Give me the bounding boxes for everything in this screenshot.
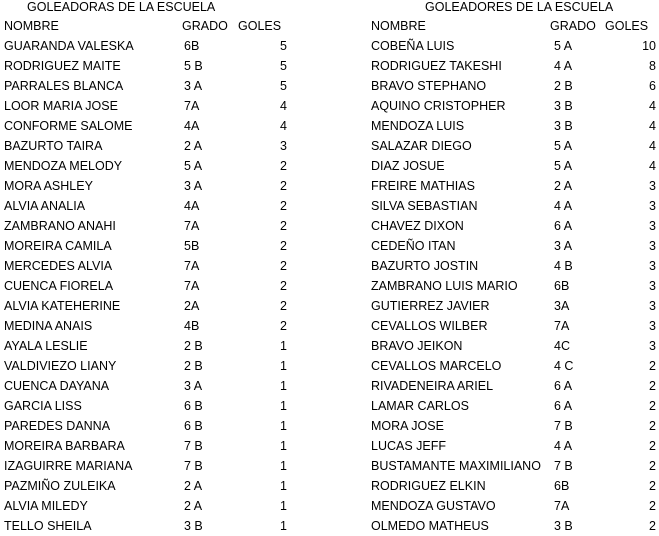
player-grade: 2 B [184,339,203,353]
player-goals: 2 [280,259,287,273]
player-name: RODRIGUEZ TAKESHI [371,59,502,73]
player-goals: 3 [649,299,656,313]
table-row [0,76,300,96]
table-row [368,356,659,376]
player-name: MEDINA ANAIS [4,319,93,333]
player-goals: 3 [649,239,656,253]
player-name: BRAVO JEIKON [371,339,463,353]
table-row [0,136,300,156]
goleadoras-header-name: NOMBRE [4,19,59,33]
player-goals: 1 [280,399,287,413]
player-goals: 2 [649,479,656,493]
table-row [0,436,300,456]
table-row [0,516,300,536]
player-grade: 4A [184,119,200,133]
player-grade: 2 B [184,359,203,373]
table-row [368,516,659,536]
player-grade: 5 A [554,39,573,53]
player-name: RIVADENEIRA ARIEL [371,379,494,393]
player-name: PARRALES BLANCA [4,79,124,93]
player-grade: 4 C [554,359,574,373]
player-grade: 4C [554,339,570,353]
table-row [368,256,659,276]
player-goals: 2 [280,179,287,193]
table-row [0,56,300,76]
player-name: ALVIA MILEDY [4,499,88,513]
table-row [0,396,300,416]
player-name: AYALA LESLIE [4,339,88,353]
table-row [0,236,300,256]
player-name: MOREIRA BARBARA [4,439,125,453]
player-goals: 4 [649,139,656,153]
player-goals: 2 [280,319,287,333]
player-grade: 3 B [554,99,573,113]
player-goals: 1 [280,459,287,473]
table-row [0,356,300,376]
table-row [0,176,300,196]
player-name: CEDEÑO ITAN [371,239,456,253]
player-name: CONFORME SALOME [4,119,133,133]
table-row [368,396,659,416]
table-row [368,456,659,476]
player-goals: 2 [649,379,656,393]
player-name: BAZURTO JOSTIN [371,259,479,273]
player-goals: 4 [649,119,656,133]
player-grade: 7A [554,499,570,513]
table-row [0,276,300,296]
player-name: GARCIA LISS [4,399,82,413]
table-row [368,296,659,316]
table-row [368,136,659,156]
player-name: TELLO SHEILA [4,519,92,533]
player-grade: 2 A [184,139,203,153]
player-grade: 6B [184,39,200,53]
player-name: LUCAS JEFF [371,439,447,453]
player-grade: 4 A [554,59,573,73]
player-goals: 3 [649,339,656,353]
table-row [0,156,300,176]
player-name: CHAVEZ DIXON [371,219,464,233]
player-goals: 4 [649,159,656,173]
table-row [0,196,300,216]
table-row [0,336,300,356]
player-name: CEVALLOS MARCELO [371,359,502,373]
player-goals: 5 [280,79,287,93]
goleadores-header-grade: GRADO [550,19,596,33]
player-name: DIAZ JOSUE [371,159,445,173]
player-goals: 1 [280,519,287,533]
player-name: ALVIA ANALIA [4,199,86,213]
player-name: ALVIA KATEHERINE [4,299,121,313]
player-goals: 3 [649,259,656,273]
player-name: PAREDES DANNA [4,419,111,433]
table-row [368,336,659,356]
player-name: CUENCA FIORELA [4,279,114,293]
table-row [0,416,300,436]
table-row [0,496,300,516]
player-goals: 3 [649,179,656,193]
player-grade: 6B [554,479,570,493]
player-name: BUSTAMANTE MAXIMILIANO [371,459,541,473]
player-goals: 5 [280,59,287,73]
player-grade: 3 A [554,239,573,253]
player-grade: 7 B [554,419,573,433]
player-grade: 5 A [554,139,573,153]
player-goals: 4 [280,99,287,113]
player-grade: 3 A [184,179,203,193]
player-goals: 3 [649,199,656,213]
table-row [0,476,300,496]
goleadoras-header-grade: GRADO [182,19,228,33]
player-goals: 3 [649,219,656,233]
player-grade: 2 A [554,179,573,193]
player-goals: 4 [280,119,287,133]
player-goals: 2 [649,519,656,533]
player-grade: 7 B [554,459,573,473]
player-grade: 7 B [184,439,203,453]
player-goals: 3 [649,319,656,333]
table-row [0,256,300,276]
player-goals: 2 [649,459,656,473]
player-grade: 6 A [554,379,573,393]
table-row [368,176,659,196]
player-goals: 1 [280,419,287,433]
player-grade: 5 A [184,159,203,173]
player-name: RODRIGUEZ ELKIN [371,479,486,493]
player-goals: 1 [280,379,287,393]
player-name: MENDOZA GUSTAVO [371,499,496,513]
player-name: MENDOZA MELODY [4,159,123,173]
player-name: SALAZAR DIEGO [371,139,472,153]
player-grade: 7A [184,99,200,113]
player-goals: 1 [280,439,287,453]
player-name: MORA JOSE [371,419,444,433]
goleadoras-title: GOLEADORAS DE LA ESCUELA [27,0,216,14]
player-grade: 4 B [554,259,573,273]
player-grade: 7A [184,259,200,273]
player-goals: 3 [649,279,656,293]
player-name: PAZMIÑO ZULEIKA [4,479,116,493]
player-goals: 3 [280,139,287,153]
player-name: BRAVO STEPHANO [371,79,487,93]
player-grade: 7A [554,319,570,333]
player-goals: 1 [280,359,287,373]
player-grade: 3 B [554,119,573,133]
player-name: GUARANDA VALESKA [4,39,134,53]
goleadores-title: GOLEADORES DE LA ESCUELA [425,0,614,14]
table-row [0,96,300,116]
player-name: ZAMBRANO LUIS MARIO [371,279,518,293]
table-row [0,116,300,136]
table-row [368,276,659,296]
player-goals: 6 [649,79,656,93]
player-goals: 8 [649,59,656,73]
player-grade: 6 A [554,399,573,413]
table-row [368,476,659,496]
player-name: IZAGUIRRE MARIANA [4,459,133,473]
player-goals: 4 [649,99,656,113]
player-goals: 2 [280,159,287,173]
player-goals: 2 [649,399,656,413]
player-name: CEVALLOS WILBER [371,319,488,333]
table-row [368,36,659,56]
player-name: AQUINO CRISTOPHER [371,99,506,113]
player-grade: 5 A [554,159,573,173]
table-row [368,196,659,216]
player-name: SILVA SEBASTIAN [371,199,478,213]
table-row [368,156,659,176]
player-grade: 6 B [184,399,203,413]
player-grade: 2 B [554,79,573,93]
player-goals: 2 [280,299,287,313]
player-name: VALDIVIEZO LIANY [4,359,117,373]
player-grade: 2A [184,299,200,313]
player-grade: 5 B [184,59,203,73]
table-row [0,316,300,336]
player-grade: 2 A [184,479,203,493]
table-row [368,376,659,396]
player-grade: 4B [184,319,200,333]
goleadores-header-name: NOMBRE [371,19,426,33]
player-name: GUTIERREZ JAVIER [371,299,490,313]
table-row [368,76,659,96]
table-row [368,216,659,236]
player-goals: 2 [649,359,656,373]
player-goals: 1 [280,499,287,513]
table-row [368,316,659,336]
table-row [368,96,659,116]
player-goals: 2 [649,419,656,433]
player-grade: 2 A [184,499,203,513]
table-row [368,416,659,436]
player-goals: 10 [642,39,656,53]
player-grade: 5B [184,239,200,253]
player-grade: 4A [184,199,200,213]
player-grade: 6 B [184,419,203,433]
player-name: MERCEDES ALVIA [4,259,113,273]
player-name: COBEÑA LUIS [371,39,455,53]
player-grade: 3 A [184,379,203,393]
player-grade: 3 B [554,519,573,533]
player-name: LOOR MARIA JOSE [4,99,118,113]
player-goals: 2 [649,439,656,453]
table-row [0,216,300,236]
player-name: ZAMBRANO ANAHI [4,219,116,233]
player-grade: 6 A [554,219,573,233]
player-grade: 3 A [184,79,203,93]
table-row [368,436,659,456]
player-name: MOREIRA CAMILA [4,239,112,253]
player-goals: 1 [280,479,287,493]
player-goals: 2 [280,279,287,293]
player-name: RODRIGUEZ MAITE [4,59,121,73]
table-row [368,236,659,256]
player-grade: 7 B [184,459,203,473]
table-row [0,36,300,56]
table-row [0,456,300,476]
player-name: BAZURTO TAIRA [4,139,103,153]
table-row [0,296,300,316]
player-grade: 7A [184,219,200,233]
table-row [368,116,659,136]
player-name: MORA ASHLEY [4,179,93,193]
player-goals: 2 [280,199,287,213]
table-row [368,496,659,516]
goleadoras-header-goals: GOLES [238,19,282,33]
table-row [368,56,659,76]
player-name: LAMAR CARLOS [371,399,469,413]
player-grade: 3 B [184,519,203,533]
player-goals: 5 [280,39,287,53]
player-name: CUENCA DAYANA [4,379,110,393]
player-grade: 3A [554,299,570,313]
player-name: OLMEDO MATHEUS [371,519,489,533]
player-name: FREIRE MATHIAS [371,179,475,193]
player-goals: 2 [280,239,287,253]
player-goals: 2 [280,219,287,233]
player-grade: 7A [184,279,200,293]
table-row [0,376,300,396]
goleadores-header-goals: GOLES [605,19,649,33]
player-goals: 2 [649,499,656,513]
player-goals: 1 [280,339,287,353]
player-grade: 6B [554,279,570,293]
player-grade: 4 A [554,439,573,453]
player-name: MENDOZA LUIS [371,119,465,133]
player-grade: 4 A [554,199,573,213]
